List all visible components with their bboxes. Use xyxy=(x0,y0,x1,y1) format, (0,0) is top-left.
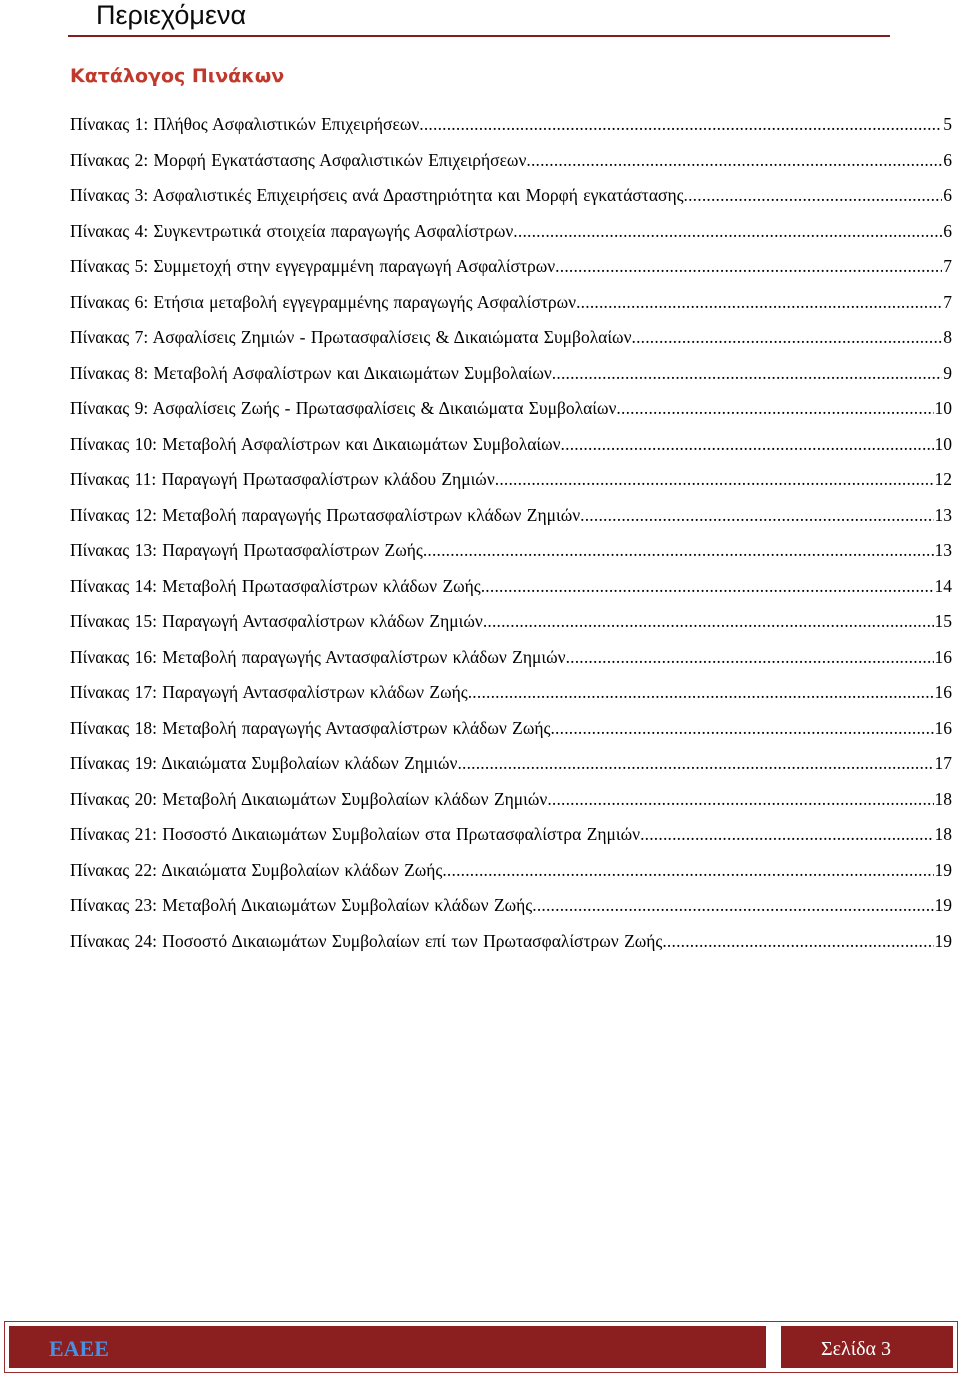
toc-entry[interactable] xyxy=(70,150,952,186)
toc-leader xyxy=(423,540,934,561)
toc-entry-label: Πίνακας 10: Μεταβολή Ασφαλίστρων και Δικαιωμάτων Συμβολαίων xyxy=(70,433,561,454)
toc-leader xyxy=(547,789,933,810)
toc-leader xyxy=(483,611,934,632)
toc-entry[interactable] xyxy=(70,824,952,860)
toc-entry[interactable] xyxy=(70,576,952,612)
toc-leader xyxy=(580,505,933,526)
toc-entry[interactable] xyxy=(70,469,952,505)
toc-entry-label: Πίνακας 19: Δικαιώματα Συμβολαίων κλάδων Ζημιών xyxy=(70,753,458,773)
toc-entry-page: 7 xyxy=(943,291,952,312)
toc-entry-page: 7 xyxy=(943,256,952,276)
toc-entry[interactable] xyxy=(70,505,952,541)
toc-leader xyxy=(555,256,942,277)
toc-entry[interactable] xyxy=(70,398,952,434)
toc-entry-page: 16 xyxy=(934,682,952,702)
toc-entry[interactable] xyxy=(70,647,952,683)
section-title: Κατάλογος Πινάκων xyxy=(70,65,285,87)
toc-leader xyxy=(632,327,943,348)
toc-entry-page: 6 xyxy=(943,149,952,170)
toc-entry[interactable] xyxy=(70,185,952,221)
toc-entry-label: Πίνακας 8: Μεταβολή Ασφαλίστρων και Δικαιωμάτων Συμβολαίων xyxy=(70,362,552,383)
toc-entry[interactable] xyxy=(70,682,952,718)
toc-entry[interactable] xyxy=(70,327,952,363)
toc-leader xyxy=(550,718,933,739)
toc-entry-page: 18 xyxy=(934,788,952,809)
toc-entry[interactable] xyxy=(70,789,952,825)
toc-entry-label: Πίνακας 5: Συμμετοχή στην εγγεγραμμένη παραγωγή Ασφαλίστρων xyxy=(70,256,556,276)
toc-entry-label: Πίνακας 4: Συγκεντρωτικά στοιχεία παραγωγής Ασφαλίστρων xyxy=(70,220,514,241)
toc-entry[interactable] xyxy=(70,363,952,399)
toc-leader xyxy=(684,185,943,206)
toc-leader xyxy=(468,682,934,703)
toc-entry[interactable] xyxy=(70,718,952,754)
toc-entry[interactable] xyxy=(70,931,952,967)
toc-leader xyxy=(457,753,933,774)
toc-leader xyxy=(419,114,942,135)
toc-leader xyxy=(526,150,942,171)
toc-entry-page: 13 xyxy=(934,540,952,560)
toc-entry-label: Πίνακας 2: Μορφή Εγκατάστασης Ασφαλιστικών Επιχειρήσεων xyxy=(70,149,527,170)
toc-entry-page: 10 xyxy=(934,398,952,418)
heading-rule xyxy=(68,35,890,37)
toc-leader xyxy=(552,363,942,384)
toc-entry-page: 6 xyxy=(943,185,952,205)
toc-entry-label: Πίνακας 7: Ασφαλίσεις Ζημιών - Πρωτασφαλίσεις & Δικαιώματα Συμβολαίων xyxy=(70,327,632,347)
footer-org-bar xyxy=(9,1326,766,1368)
toc-entry-page: 16 xyxy=(934,717,952,738)
toc-entry-label: Πίνακας 16: Μεταβολή παραγωγής Αντασφαλίστρων κλάδων Ζημιών xyxy=(70,646,566,667)
toc-entry-page: 14 xyxy=(934,575,952,596)
toc-entry-label: Πίνακας 15: Παραγωγή Αντασφαλίστρων κλάδων Ζημιών xyxy=(70,611,483,631)
toc-entry-label: Πίνακας 12: Μεταβολή παραγωγής Πρωτασφαλίστρων κλάδων Ζημιών xyxy=(70,504,581,525)
toc-entry-page: 18 xyxy=(934,824,952,844)
footer-page-bar xyxy=(781,1326,953,1368)
footer-org-name: ΕΑΕΕ xyxy=(49,1336,109,1361)
toc-leader xyxy=(662,931,933,952)
toc-entry[interactable] xyxy=(70,753,952,789)
toc-entry[interactable] xyxy=(70,292,952,328)
toc-entry-label: Πίνακας 14: Μεταβολή Πρωτασφαλίστρων κλάδων Ζωής xyxy=(70,575,481,596)
toc-entry-label: Πίνακας 9: Ασφαλίσεις Ζωής - Πρωτασφαλίσεις & Δικαιώματα Συμβολαίων xyxy=(70,398,617,418)
page-heading: Περιεχόμενα xyxy=(96,0,247,30)
toc-entry[interactable] xyxy=(70,860,952,896)
footer-page-number: Σελίδα 3 xyxy=(821,1338,892,1360)
toc-entry-page: 9 xyxy=(943,362,952,383)
toc-entry-page: 12 xyxy=(934,469,952,489)
toc-entry[interactable] xyxy=(70,895,952,931)
toc-entry[interactable] xyxy=(70,256,952,292)
toc-entry-page: 8 xyxy=(943,327,952,347)
toc-leader xyxy=(442,860,933,881)
toc-entry-label: Πίνακας 18: Μεταβολή παραγωγής Αντασφαλίστρων κλάδων Ζωής xyxy=(70,717,551,738)
toc-entry[interactable] xyxy=(70,540,952,576)
toc-entry-label: Πίνακας 3: Ασφαλιστικές Επιχειρήσεις ανά Δραστηριότητα και Μορφή εγκατάστασης xyxy=(70,185,684,205)
toc-entry-page: 19 xyxy=(934,895,952,915)
toc-entry-label: Πίνακας 24: Ποσοστό Δικαιωμάτων Συμβολαίων επί των Πρωτασφαλίστρων Ζωής xyxy=(70,930,663,951)
toc-entry-label: Πίνακας 23: Μεταβολή Δικαιωμάτων Συμβολαίων κλάδων Ζωής xyxy=(70,895,533,915)
toc-entry[interactable] xyxy=(70,114,952,150)
table-of-contents xyxy=(70,114,952,966)
toc-entry-label: Πίνακας 1: Πλήθος Ασφαλιστικών Επιχειρήσεων xyxy=(70,114,420,134)
toc-entry-page: 17 xyxy=(934,753,952,773)
toc-entry-page: 15 xyxy=(934,611,952,631)
toc-leader xyxy=(616,398,933,419)
toc-leader xyxy=(513,221,942,242)
toc-entry-page: 13 xyxy=(934,504,952,525)
toc-leader xyxy=(532,895,933,916)
toc-entry-label: Πίνακας 11: Παραγωγή Πρωτασφαλίστρων κλάδου Ζημιών xyxy=(70,469,495,489)
toc-entry-label: Πίνακας 20: Μεταβολή Δικαιωμάτων Συμβολαίων κλάδων Ζημιών xyxy=(70,788,548,809)
toc-entry[interactable] xyxy=(70,611,952,647)
toc-entry-label: Πίνακας 17: Παραγωγή Αντασφαλίστρων κλάδων Ζωής xyxy=(70,682,468,702)
footer-divider xyxy=(766,1326,781,1368)
toc-leader xyxy=(640,824,933,845)
toc-entry-page: 19 xyxy=(934,859,952,880)
page-footer xyxy=(4,1321,958,1373)
toc-entry[interactable] xyxy=(70,434,952,470)
toc-entry-label: Πίνακας 13: Παραγωγή Πρωτασφαλίστρων Ζωής xyxy=(70,540,423,560)
toc-leader xyxy=(566,647,934,668)
toc-entry-page: 10 xyxy=(934,433,952,454)
toc-leader xyxy=(576,292,942,313)
toc-entry-page: 16 xyxy=(934,646,952,667)
toc-leader xyxy=(481,576,934,597)
toc-entry-label: Πίνακας 6: Ετήσια μεταβολή εγγεγραμμένης παραγωγής Ασφαλίστρων xyxy=(70,291,577,312)
toc-entry-page: 6 xyxy=(943,220,952,241)
toc-entry[interactable] xyxy=(70,221,952,257)
toc-leader xyxy=(561,434,934,455)
toc-leader xyxy=(495,469,934,490)
toc-entry-label: Πίνακας 22: Δικαιώματα Συμβολαίων κλάδων Ζωής xyxy=(70,859,443,880)
toc-entry-page: 5 xyxy=(943,114,952,134)
toc-entry-page: 19 xyxy=(934,930,952,951)
toc-entry-label: Πίνακας 21: Ποσοστό Δικαιωμάτων Συμβολαίων στα Πρωτασφαλίστρα Ζημιών xyxy=(70,824,641,844)
